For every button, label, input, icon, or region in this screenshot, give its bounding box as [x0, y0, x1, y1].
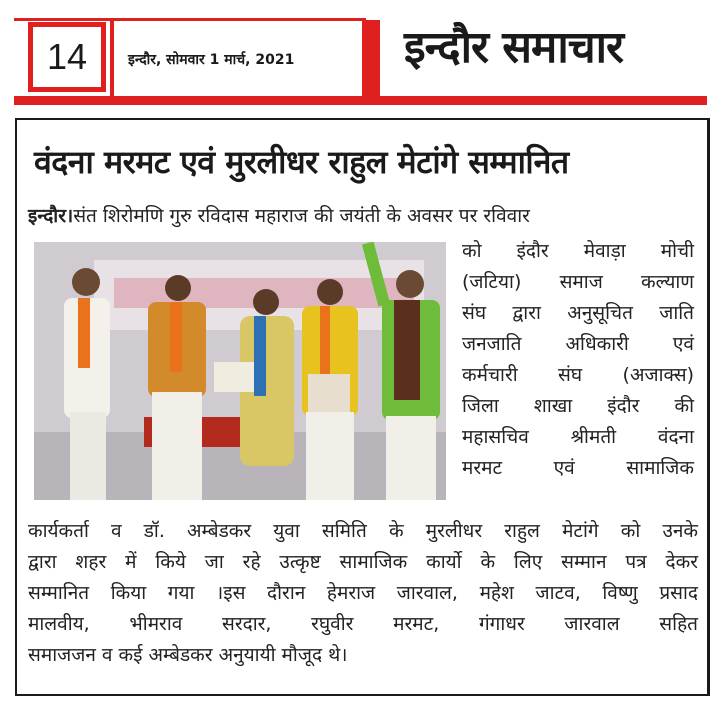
dateline: इन्दौर, सोमवार 1 मार्च, 2021 [128, 52, 295, 68]
page-number-box [28, 22, 106, 92]
column-line: (जटिया) समाज कल्याण [462, 271, 694, 293]
column-line: जिला शाखा इंदौर की [462, 395, 694, 417]
masthead-top-rule [14, 18, 366, 21]
newspaper-title: इन्दौर समाचार [404, 22, 624, 73]
body-line: कार्यकर्ता व डॉ. अम्बेडकर युवा समिति के मुरलीधर राहुल मेटांगे को उनके [28, 520, 698, 542]
body-line: समाजजन व कई अम्बेडकर अनुयायी मौजूद थे। [28, 644, 348, 666]
masthead-divider [110, 20, 114, 98]
article-photo [34, 242, 446, 500]
body-line: सम्मानित किया गया ।इस दौरान हेमराज जारवाल, महेश जाटव, विष्णु प्रसाद [28, 582, 698, 604]
article-column [462, 236, 694, 484]
column-line: को इंदौर मेवाड़ा मोची [462, 240, 694, 262]
article-lead [28, 201, 698, 232]
column-line: कर्मचारी संघ (अजाक्स) [462, 364, 694, 386]
masthead-bottom-rule [14, 96, 707, 105]
award-ceremony-photo [34, 242, 446, 500]
article-body [28, 516, 698, 671]
article-headline: वंदना मरमट एवं मुरलीधर राहुल मेटांगे सम्मानित [34, 143, 569, 181]
page-number: 14 [46, 36, 88, 77]
masthead-accent-bar [362, 20, 380, 98]
column-line: मरमट एवं सामाजिक [462, 457, 694, 479]
column-line: जनजाति अधिकारी एवं [462, 333, 694, 355]
lead-place: इन्दौर। [28, 205, 74, 227]
column-line: महासचिव श्रीमती वंदना [462, 426, 694, 448]
lead-text: संत शिरोमणि गुरु रविदास महाराज की जयंती के अवसर पर रविवार [73, 205, 530, 227]
body-line: द्वारा शहर में किये जा रहे उत्कृष्ट सामाजिक कार्यो के लिए सम्मान पत्र देकर [28, 551, 698, 573]
body-line: मालवीय, भीमराव सरदार, रघुवीर मरमट, गंगाधर जारवाल सहित [28, 613, 698, 635]
column-line: संघ द्वारा अनुसूचित जाति [462, 302, 694, 324]
